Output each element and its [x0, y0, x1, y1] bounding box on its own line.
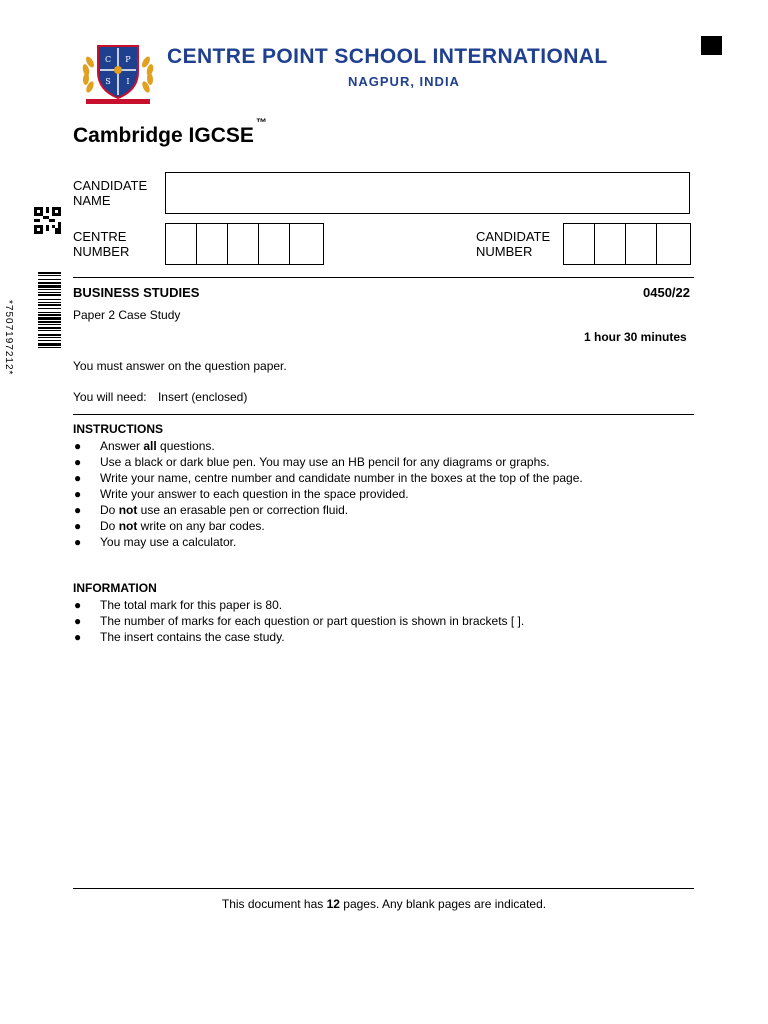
subject-title: BUSINESS STUDIES	[73, 285, 200, 300]
barcode-stripe	[38, 327, 61, 329]
bullet: ●	[74, 439, 82, 453]
barcode-stripe	[38, 347, 61, 348]
list-item	[73, 470, 583, 486]
bullet: ●	[74, 630, 82, 644]
item-text: Write your name, centre number and candidate number in the boxes at the top of the page.	[100, 471, 583, 485]
item-text: Do	[100, 503, 119, 517]
item-emphasis: not	[118, 503, 138, 517]
barcode-stripe	[38, 312, 61, 313]
logo-letter-c: C	[104, 55, 112, 64]
item-text: write on any bar codes.	[137, 519, 265, 533]
list-item	[73, 454, 583, 470]
barcode-stripe	[38, 292, 61, 293]
barcode-stripe	[38, 308, 61, 309]
barcode-stripe	[38, 279, 61, 280]
information-list	[73, 597, 524, 645]
item-text: You may use a calculator.	[100, 535, 237, 549]
barcode-stripe	[38, 289, 61, 290]
candidate-name-label-line2: NAME	[73, 193, 111, 208]
candidate-name-field[interactable]	[165, 172, 690, 214]
divider-middle	[73, 414, 694, 415]
barcode-stripe	[38, 324, 61, 325]
barcode-stripe	[38, 314, 61, 316]
item-text: Use a black or dark blue pen. You may use an HB pencil for any diagrams or graphs.	[100, 455, 550, 469]
candidate-name-label	[73, 178, 147, 208]
paper-duration: 1 hour 30 minutes	[584, 330, 687, 344]
list-item	[73, 597, 524, 613]
list-item	[73, 438, 583, 454]
centre-number-digit-box[interactable]	[228, 224, 259, 264]
candidate-number-label-line1: CANDIDATE	[476, 229, 551, 244]
item-text: Answer	[100, 439, 144, 453]
item-emphasis: all	[143, 439, 157, 453]
materials-needed	[73, 390, 247, 404]
logo-letter-s: S	[105, 77, 111, 86]
list-item	[73, 518, 583, 534]
materials-value: Insert (enclosed)	[157, 390, 248, 404]
barcode-stripe	[38, 285, 61, 288]
barcode-icon	[38, 272, 61, 410]
brand-title-text: Cambridge IGCSE	[73, 124, 254, 147]
instructions-heading: INSTRUCTIONS	[73, 422, 163, 436]
candidate-number-boxes	[563, 223, 691, 265]
barcode-stripe	[38, 294, 61, 296]
answer-instruction: You must answer on the question paper.	[73, 359, 287, 373]
vertical-barcode-number: *7507197212*	[3, 300, 14, 376]
bullet: ●	[74, 471, 82, 485]
centre-number-digit-box[interactable]	[166, 224, 197, 264]
barcode-stripe	[38, 337, 61, 338]
centre-number-digit-box[interactable]	[290, 224, 321, 264]
list-item	[73, 629, 524, 645]
barcode-stripe	[38, 317, 61, 320]
trademark-symbol: ™	[255, 117, 267, 129]
barcode-stripe	[38, 272, 61, 274]
centre-number-label	[73, 229, 129, 259]
item-emphasis: not	[118, 519, 138, 533]
candidate-number-label-line2: NUMBER	[476, 244, 533, 259]
centre-number-label-line1: CENTRE	[73, 229, 127, 244]
barcode-stripe	[38, 302, 61, 303]
footer-text: pages. Any blank pages are indicated.	[339, 897, 547, 911]
candidate-name-label-line1: CANDIDATE	[73, 178, 148, 193]
centre-number-label-line2: NUMBER	[73, 244, 130, 259]
barcode-stripe	[38, 282, 61, 284]
list-item	[73, 534, 583, 550]
item-text: The total mark for this paper is 80.	[100, 598, 283, 612]
barcode-stripe	[38, 343, 61, 346]
item-text: Write your answer to each question in the space provided.	[100, 487, 409, 501]
bullet: ●	[74, 614, 82, 628]
barcode-stripe	[38, 299, 61, 300]
page-count-note	[0, 897, 768, 911]
item-text: The number of marks for each question or part question is shown in brackets [ ].	[100, 614, 525, 628]
instructions-list	[73, 438, 583, 550]
footer-page-count: 12	[326, 897, 340, 911]
candidate-number-digit-box[interactable]	[595, 224, 626, 264]
barcode-stripe	[38, 334, 61, 336]
centre-number-digit-box[interactable]	[197, 224, 228, 264]
item-text: questions.	[156, 439, 215, 453]
paper-subtitle: Paper 2 Case Study	[73, 308, 181, 322]
list-item	[73, 613, 524, 629]
divider-top	[73, 277, 694, 278]
list-item	[73, 502, 583, 518]
qr-code-icon	[34, 207, 61, 234]
candidate-number-digit-box[interactable]	[657, 224, 688, 264]
registration-mark	[701, 36, 722, 55]
materials-label: You will need:	[73, 390, 147, 404]
item-text: Do	[100, 519, 119, 533]
school-logo	[76, 40, 160, 106]
bullet: ●	[74, 598, 82, 612]
bullet: ●	[74, 487, 82, 501]
candidate-number-digit-box[interactable]	[564, 224, 595, 264]
exam-brand-title	[73, 117, 267, 148]
divider-footer	[73, 888, 694, 889]
footer-text: This document has	[221, 897, 327, 911]
item-text: The insert contains the case study.	[100, 630, 285, 644]
bullet: ●	[74, 535, 82, 549]
logo-letter-i: I	[126, 77, 130, 86]
logo-letter-p: P	[125, 55, 131, 64]
bullet: ●	[74, 503, 82, 517]
bullet: ●	[74, 455, 82, 469]
school-name: CENTRE POINT SCHOOL INTERNATIONAL	[167, 45, 608, 68]
information-heading: INFORMATION	[73, 581, 157, 595]
candidate-number-digit-box[interactable]	[626, 224, 657, 264]
barcode-stripe	[38, 340, 61, 341]
centre-number-digit-box[interactable]	[259, 224, 290, 264]
list-item	[73, 486, 583, 502]
bullet: ●	[74, 519, 82, 533]
barcode-stripe	[38, 321, 61, 323]
barcode-stripe	[38, 330, 61, 331]
barcode-stripe	[38, 304, 61, 306]
barcode-stripe	[38, 275, 61, 276]
paper-code: 0450/22	[643, 285, 690, 300]
candidate-number-label	[476, 229, 550, 259]
centre-number-boxes	[165, 223, 324, 265]
item-text: use an erasable pen or correction fluid.	[137, 503, 349, 517]
school-city: NAGPUR, INDIA	[348, 74, 460, 89]
